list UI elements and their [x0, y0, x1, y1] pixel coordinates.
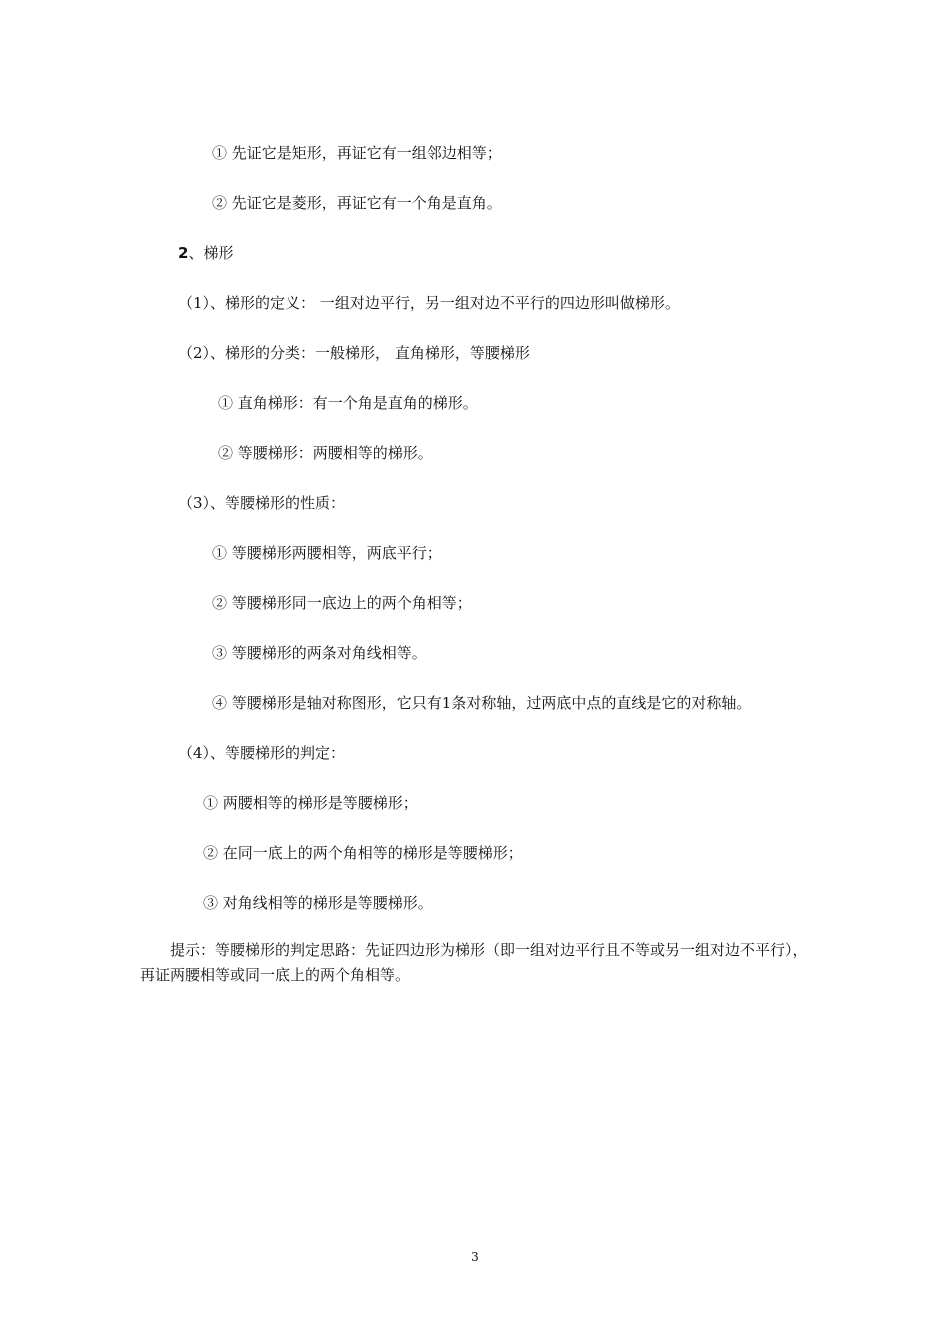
isosceles-trapezoid-definition: ② 等腰梯形：两腰相等的梯形。: [218, 444, 433, 462]
section-heading-trapezoid: [178, 243, 233, 263]
page-number: 3: [471, 1250, 479, 1264]
trapezoid-definition: （1）、梯形的定义： 一组对边平行，另一组对边不平行的四边形叫做梯形。: [178, 294, 680, 312]
trapezoid-classification: （2）、梯形的分类：一般梯形， 直角梯形，等腰梯形: [178, 344, 530, 362]
rhombus-to-square-method: ② 先证它是菱形，再证它有一个角是直角。: [212, 194, 502, 212]
right-trapezoid-definition: ① 直角梯形：有一个角是直角的梯形。: [218, 394, 478, 412]
property-item-3: ③ 等腰梯形的两条对角线相等。: [212, 644, 427, 662]
isosceles-properties-heading: （3）、等腰梯形的性质：: [178, 494, 346, 512]
section-title: 、梯形: [188, 244, 234, 262]
isosceles-criteria-heading: （4）、等腰梯形的判定：: [178, 744, 346, 762]
property-item-2: ② 等腰梯形同一底边上的两个角相等；: [212, 594, 472, 612]
criteria-item-3: ③ 对角线相等的梯形是等腰梯形。: [203, 894, 433, 912]
property-item-1: ① 等腰梯形两腰相等，两底平行；: [212, 544, 442, 562]
criteria-item-2: ② 在同一底上的两个角相等的梯形是等腰梯形；: [203, 844, 523, 862]
section-number: 2: [178, 244, 189, 262]
criteria-item-1: ① 两腰相等的梯形是等腰梯形；: [203, 794, 418, 812]
property-item-4: ④ 等腰梯形是轴对称图形，它只有1条对称轴，过两底中点的直线是它的对称轴。: [212, 694, 752, 712]
rectangle-to-square-method: ① 先证它是矩形，再证它有一组邻边相等；: [212, 144, 502, 162]
hint-paragraph: 提示：等腰梯形的判定思路：先证四边形为梯形（即一组对边平行且不等或另一组对边不平行），再证两腰相等或同一底上的两个角相等。: [140, 941, 808, 984]
